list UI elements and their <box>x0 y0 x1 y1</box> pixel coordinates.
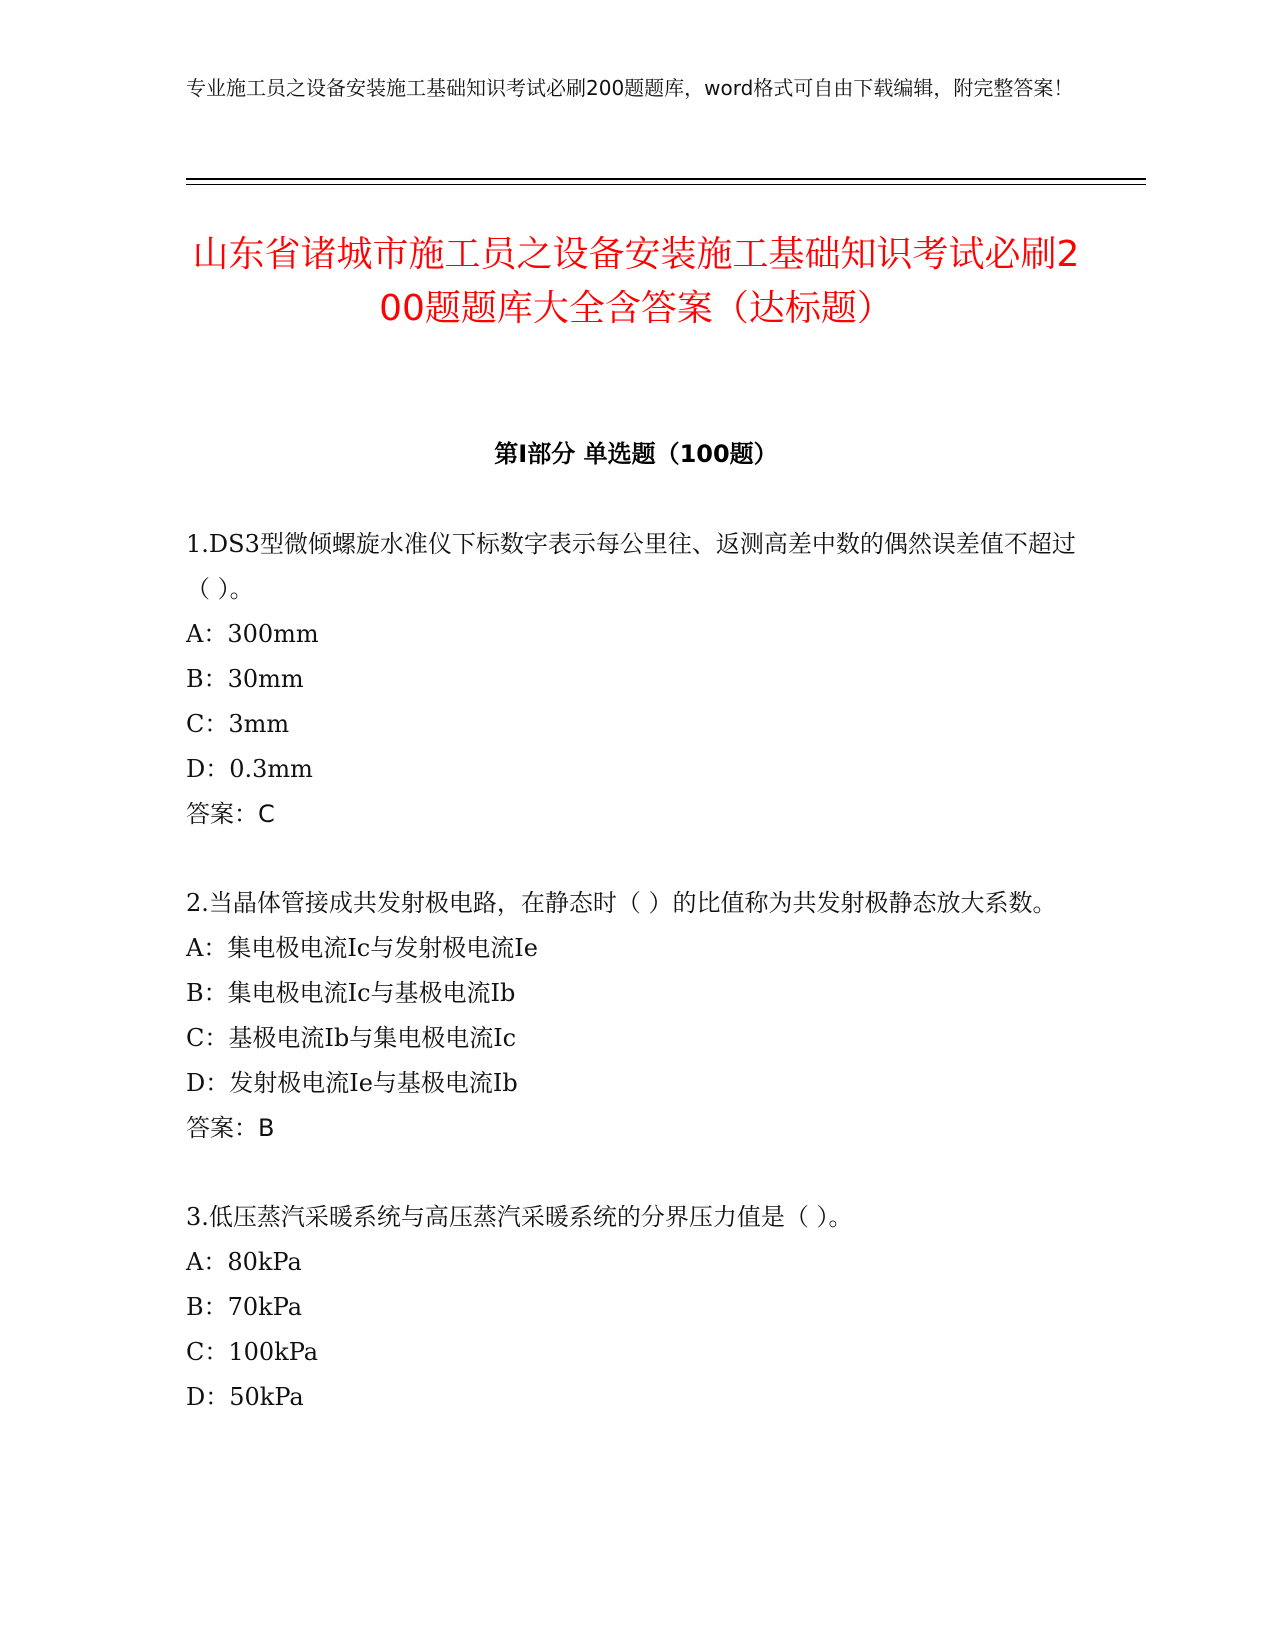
question-stem: 3.低压蒸汽采暖系统与高压蒸汽采暖系统的分界压力值是（ ）。 <box>186 1203 853 1231</box>
header-note: 专业施工员之设备安装施工基础知识考试必刷200题题库，word格式可自由下载编辑，附完整答案！ <box>186 76 1074 100</box>
answer: 答案：C <box>186 800 275 828</box>
option-b: B：集电极电流Ic与基极电流Ib <box>186 979 516 1007</box>
answer: 答案：B <box>186 1114 275 1142</box>
option-c: C：基极电流Ib与集电极电流Ic <box>186 1024 517 1052</box>
option-d: D：50kPa <box>186 1383 304 1411</box>
question-2 <box>186 881 1086 1151</box>
header-divider-thick <box>186 178 1146 180</box>
question-stem: 1.DS3型微倾螺旋水准仪下标数字表示每公里往、返测高差中数的偶然误差值不超过（ ）。 <box>186 530 1076 603</box>
section-title: 第I部分 单选题（100题） <box>494 440 778 468</box>
question-stem: 2.当晶体管接成共发射极电路，在静态时（ ）的比值称为共发射极静态放大系数。 <box>186 889 1057 917</box>
option-a: A：集电极电流Ic与发射极电流Ie <box>186 934 538 962</box>
document-title: 山东省诸城市施工员之设备安装施工基础知识考试必刷200题题库大全含答案（达标题） <box>192 234 1080 329</box>
option-b: B：30mm <box>186 665 304 693</box>
header-divider-thin <box>186 184 1146 185</box>
option-d: D：0.3mm <box>186 755 313 783</box>
question-1 <box>186 522 1086 837</box>
option-d: D：发射极电流Ie与基极电流Ib <box>186 1069 518 1097</box>
option-a: A：80kPa <box>186 1248 302 1276</box>
option-b: B：70kPa <box>186 1293 303 1321</box>
question-3 <box>186 1195 1086 1420</box>
option-a: A：300mm <box>186 620 319 648</box>
option-c: C：100kPa <box>186 1338 319 1366</box>
option-c: C：3mm <box>186 710 290 738</box>
question-list <box>186 522 1086 1464</box>
